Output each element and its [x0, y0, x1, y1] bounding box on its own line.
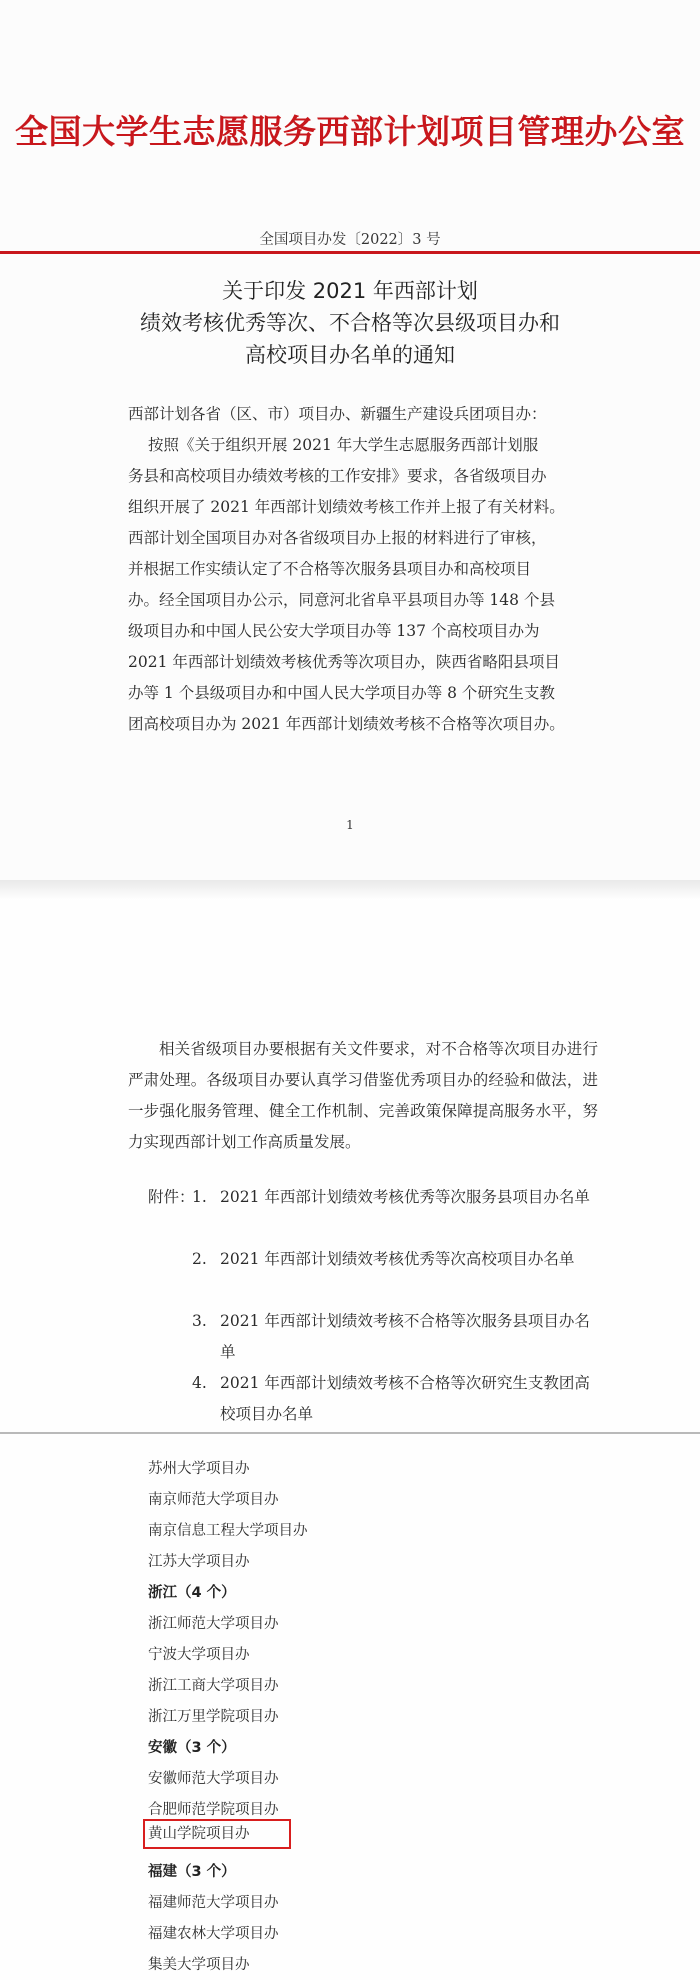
attachment-number: 2. — [192, 1250, 207, 1268]
attachment-number: 1. — [192, 1188, 207, 1206]
paragraph-line: 并根据工作实绩认定了不合格等次服务县项目办和高校项目 — [128, 560, 532, 578]
attachments-label: 附件： — [148, 1188, 195, 1206]
list-item: 南京师范大学项目办 — [148, 1492, 279, 1508]
list-item: 江苏大学项目办 — [148, 1554, 250, 1570]
attachment-item — [192, 1306, 596, 1368]
list-item: 浙江师范大学项目办 — [148, 1616, 279, 1632]
attachment-number: 4. — [192, 1374, 207, 1392]
list-item: 南京信息工程大学项目办 — [148, 1523, 308, 1539]
paragraph-line: 组织开展了 2021 年西部计划绩效考核工作并上报了有关材料。 — [128, 498, 565, 516]
list-item: 宁波大学项目办 — [148, 1647, 250, 1663]
paragraph-line: 办。经全国项目办公示，同意河北省阜平县项目办等 148 个县 — [128, 591, 555, 609]
document-number: 全国项目办发〔2022〕3 号 — [259, 232, 441, 248]
notice-title — [0, 275, 700, 371]
highlight-box — [143, 1819, 291, 1849]
paragraph-line: 级项目办和中国人民公安大学项目办等 137 个高校项目办为 — [128, 622, 540, 640]
province-heading: 福建（3 个） — [148, 1864, 236, 1880]
province-heading: 浙江（4 个） — [148, 1585, 236, 1601]
list-item: 浙江工商大学项目办 — [148, 1678, 279, 1694]
attachment-item — [192, 1368, 596, 1430]
province-heading: 安徽（3 个） — [148, 1740, 236, 1756]
attachment-item — [192, 1182, 596, 1213]
paragraph-line: 团高校项目办为 2021 年西部计划绩效考核不合格等次项目办。 — [128, 715, 565, 733]
paragraph-line: 2021 年西部计划绩效考核优秀等次项目办，陕西省略阳县项目 — [128, 653, 560, 671]
salutation: 西部计划各省（区、市）项目办、新疆生产建设兵团项目办： — [128, 405, 547, 423]
notice-title-line: 绩效考核优秀等次、不合格等次县级项目办和 — [140, 311, 560, 335]
attachment-text: 2021 年西部计划绩效考核优秀等次高校项目办名单 — [220, 1250, 575, 1268]
list-item: 苏州大学项目办 — [148, 1461, 250, 1477]
attachment-text: 2021 年西部计划绩效考核优秀等次服务县项目办名单 — [220, 1188, 590, 1206]
paragraph-line: 务县和高校项目办绩效考核的工作安排》要求，各省级项目办 — [128, 467, 547, 485]
paragraph-line: 西部计划全国项目办对各省级项目办上报的材料进行了审核， — [128, 529, 547, 547]
attachment-text: 2021 年西部计划绩效考核不合格等次研究生支教团高校项目办名单 — [220, 1374, 590, 1423]
list-item-highlighted: 黄山学院项目办 — [148, 1826, 250, 1842]
page-gap — [0, 880, 700, 900]
list-item: 福建农林大学项目办 — [148, 1926, 279, 1942]
page-cut-line — [0, 1432, 700, 1434]
list-item: 安徽师范大学项目办 — [148, 1771, 279, 1787]
org-title: 全国大学生志愿服务西部计划项目管理办公室 — [15, 112, 685, 151]
paragraph-line: 按照《关于组织开展 2021 年大学生志愿服务西部计划服 — [148, 436, 539, 454]
paragraph-2: 相关省级项目办要根据有关文件要求，对不合格等次项目办进行严肃处理。各级项目办要认真学习借鉴优秀项目办的经验和做法，进一步强化服务管理、健全工作机制、完善政策保障提高服务水平，努力实现西部计划工作高质量发展。 — [128, 1040, 598, 1151]
notice-title-line: 高校项目办名单的通知 — [245, 343, 455, 367]
page-number: 1 — [346, 818, 354, 832]
list-item: 合肥师范学院项目办 — [148, 1802, 279, 1818]
notice-title-line: 关于印发 2021 年西部计划 — [222, 279, 478, 303]
list-item: 福建师范大学项目办 — [148, 1895, 279, 1911]
attachment-number: 3. — [192, 1312, 207, 1330]
attachment-item — [192, 1244, 596, 1275]
list-item: 浙江万里学院项目办 — [148, 1709, 279, 1725]
paragraph-1 — [128, 430, 598, 740]
list-item: 集美大学项目办 — [148, 1957, 250, 1973]
red-divider — [0, 251, 700, 254]
paragraph-line: 办等 1 个县级项目办和中国人民大学项目办等 8 个研究生支教 — [128, 684, 555, 702]
attachment-text: 2021 年西部计划绩效考核不合格等次服务县项目办名单 — [220, 1312, 590, 1361]
